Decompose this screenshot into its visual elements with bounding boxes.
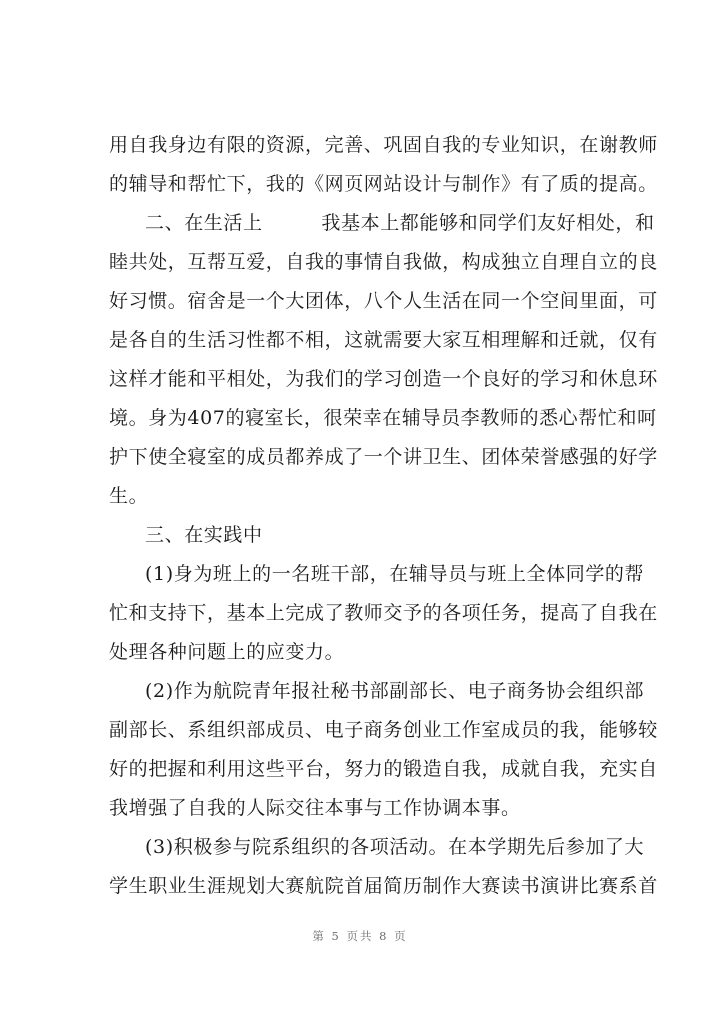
text-line: 的辅导和帮忙下，我的《网页网站设计与制作》有了质的提高。 [109, 173, 658, 195]
text-line: 睦共处，互帮互爱，自我的事情自我做，构成独立自理自立的良 [109, 251, 658, 273]
text-line: 忙和支持下，基本上完成了教师交予的各项任务，提高了自我在 [109, 602, 658, 624]
list-item-3-start: (3)积极参与院系组织的各项活动。在本学期先后参加了大 [145, 836, 645, 858]
text-line: 护下使全寝室的成员都养成了一个讲卫生、团体荣誉感强的好学 [109, 446, 658, 468]
section-heading-life: 二、在生活上 我基本上都能够和同学们友好相处，和 [145, 212, 655, 234]
text-line: 用自我身边有限的资源，完善、巩固自我的专业知识，在谢教师 [109, 134, 658, 156]
text-line: 好习惯。宿舍是一个大团体，八个人生活在同一个空间里面，可 [109, 290, 658, 312]
text-line: 副部长、系组织部成员、电子商务创业工作室成员的我，能够较 [109, 719, 658, 741]
list-item-1-start: (1)身为班上的一名班干部，在辅导员与班上全体同学的帮 [145, 563, 645, 585]
page-footer: 第 5 页共 8 页 [312, 929, 408, 943]
text-line: 境。身为407的寝室长，很荣幸在辅导员李教师的悉心帮忙和呵 [109, 407, 657, 429]
text-line: 这样才能和平相处，为我们的学习创造一个良好的学习和休息环 [109, 368, 658, 390]
text-line: 是各自的生活习性都不相，这就需要大家互相理解和迁就，仅有 [109, 329, 658, 351]
text-line: 我增强了自我的人际交往本事与工作协调本事。 [109, 797, 521, 819]
list-item-2-start: (2)作为航院青年报社秘书部副部长、电子商务协会组织部 [145, 680, 645, 702]
text-line: 学生职业生涯规划大赛航院首届简历制作大赛读书演讲比赛系首 [109, 875, 658, 897]
text-line: 生。 [109, 485, 149, 507]
section-heading-practice: 三、在实践中 [145, 524, 263, 546]
text-line: 好的把握和利用这些平台，努力的锻造自我，成就自我，充实自 [109, 758, 658, 780]
text-line: 处理各种问题上的应变力。 [109, 641, 345, 663]
